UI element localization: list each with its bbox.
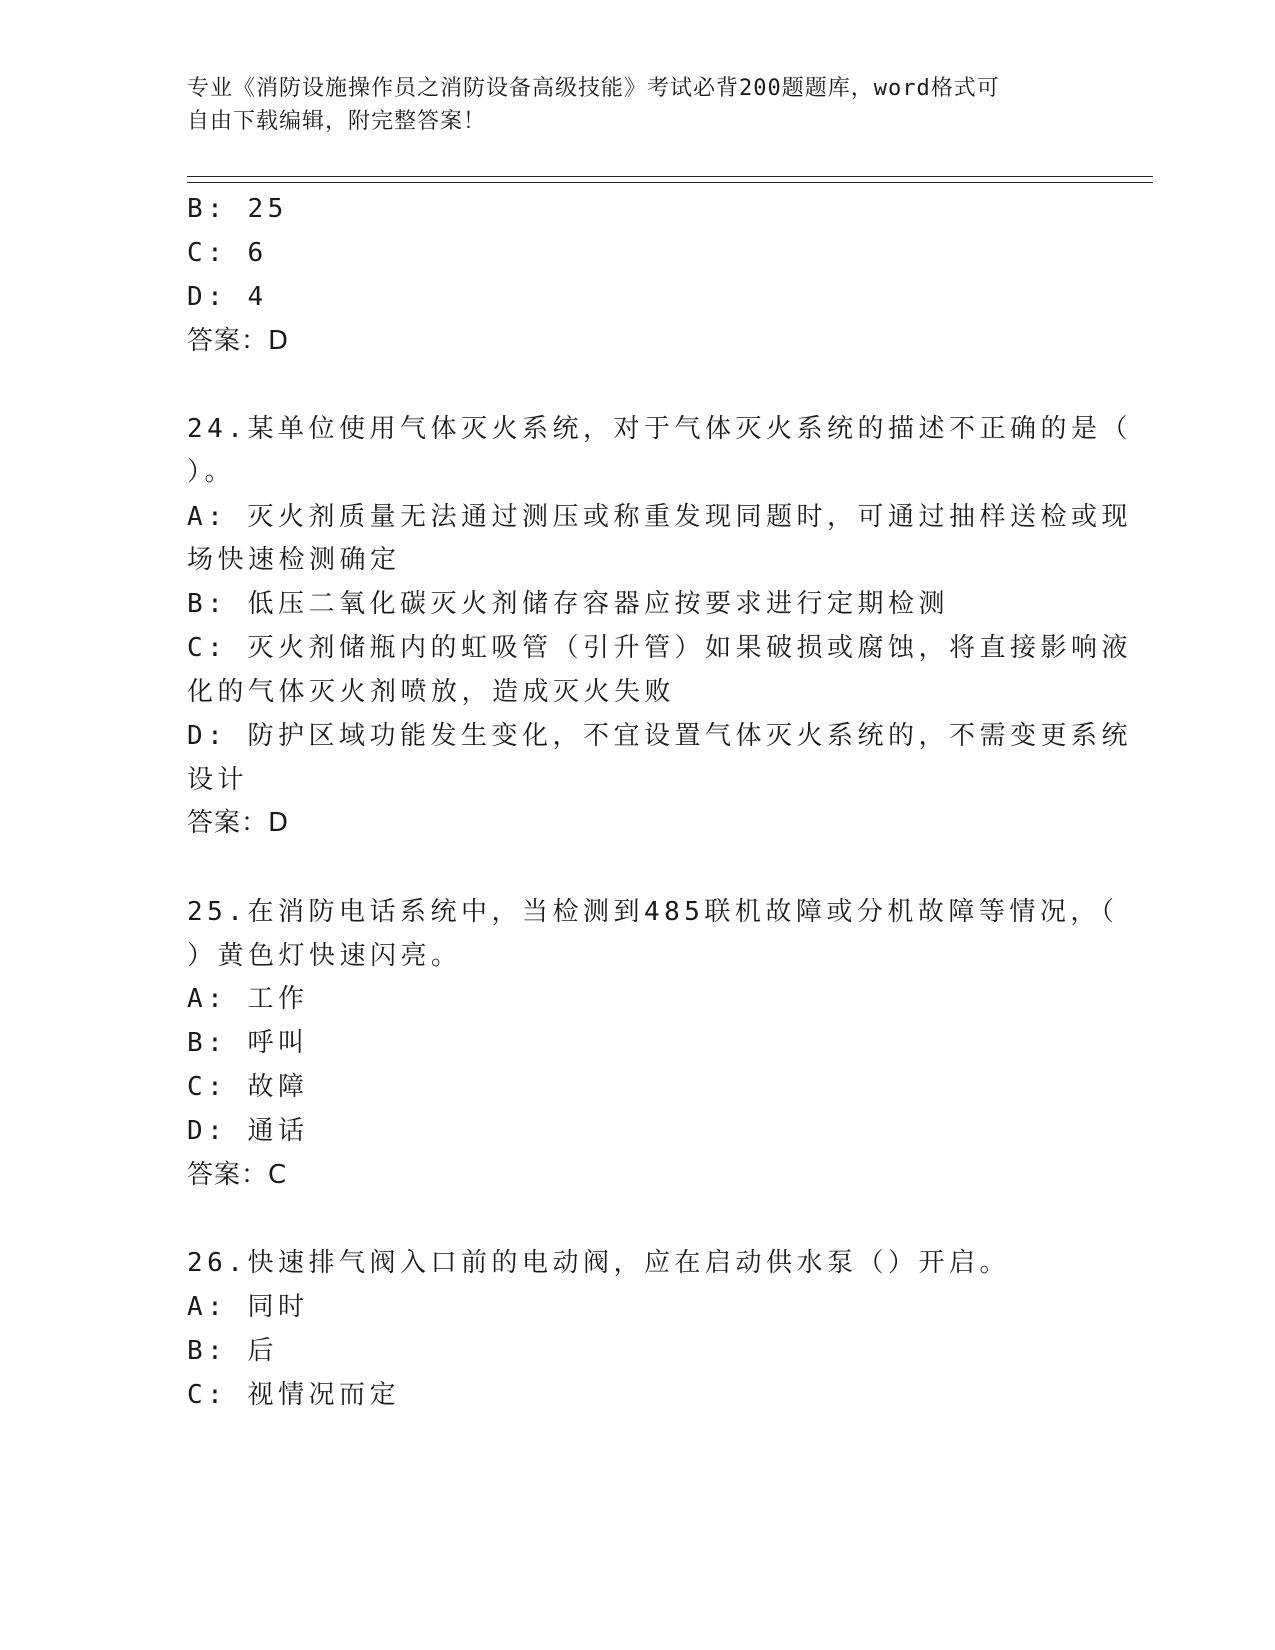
q24-option-d-line-2: 设计: [187, 765, 249, 795]
q24-option-a-line-1: A: 灭火剂质量无法通过测压或称重发现同题时，可通过抽样送检或现: [187, 502, 1132, 532]
q24-option-c-line-2: 化的气体灭火剂喷放，造成灭火失败: [187, 677, 676, 707]
q25-answer: 答案：C: [187, 1160, 288, 1190]
header-divider-bottom: [187, 182, 1153, 183]
q25-stem-line-2: ）黄色灯快速闪亮。: [187, 941, 462, 971]
q26-stem: 26.快速排气阀入口前的电动阀，应在启动供水泵（）开启。: [187, 1248, 1010, 1278]
q24-option-b: B: 低压二氧化碳灭火剂储存容器应按要求进行定期检测: [187, 589, 949, 619]
q25-option-a: A: 工作: [187, 984, 309, 1014]
q23-option-d: D: 4: [187, 282, 268, 312]
header-line-2: 自由下载编辑，附完整答案！: [187, 109, 487, 134]
q25-option-c: C: 故障: [187, 1072, 309, 1102]
q26-option-a: A: 同时: [187, 1292, 309, 1322]
q24-stem-line-1: 24.某单位使用气体灭火系统，对于气体灭火系统的描述不正确的是（: [187, 414, 1132, 444]
header-line-1: 专业《消防设施操作员之消防设备高级技能》考试必背200题题库，word格式可: [187, 76, 1000, 101]
q23-answer: 答案：D: [187, 326, 290, 356]
q25-option-d: D: 通话: [187, 1116, 309, 1146]
q25-stem-line-1: 25.在消防电话系统中，当检测到485联机故障或分机故障等情况，（: [187, 897, 1119, 927]
q26-option-c: C: 视情况而定: [187, 1380, 400, 1410]
q24-option-c-line-1: C: 灭火剂储瓶内的虹吸管（引升管）如果破损或腐蚀，将直接影响液: [187, 633, 1132, 663]
q23-option-b: B: 25: [187, 194, 288, 224]
q24-answer: 答案：D: [187, 808, 290, 838]
q26-option-b: B: 后: [187, 1336, 278, 1366]
document-header: [187, 72, 1067, 138]
q25-option-b: B: 呼叫: [187, 1028, 309, 1058]
q24-option-d-line-1: D: 防护区域功能发生变化，不宜设置气体灭火系统的，不需变更系统: [187, 721, 1132, 751]
q24-stem-line-2: ）。: [187, 457, 236, 487]
header-divider-top: [187, 176, 1153, 177]
q23-option-c: C: 6: [187, 238, 268, 268]
q24-option-a-line-2: 场快速检测确定: [187, 545, 401, 575]
